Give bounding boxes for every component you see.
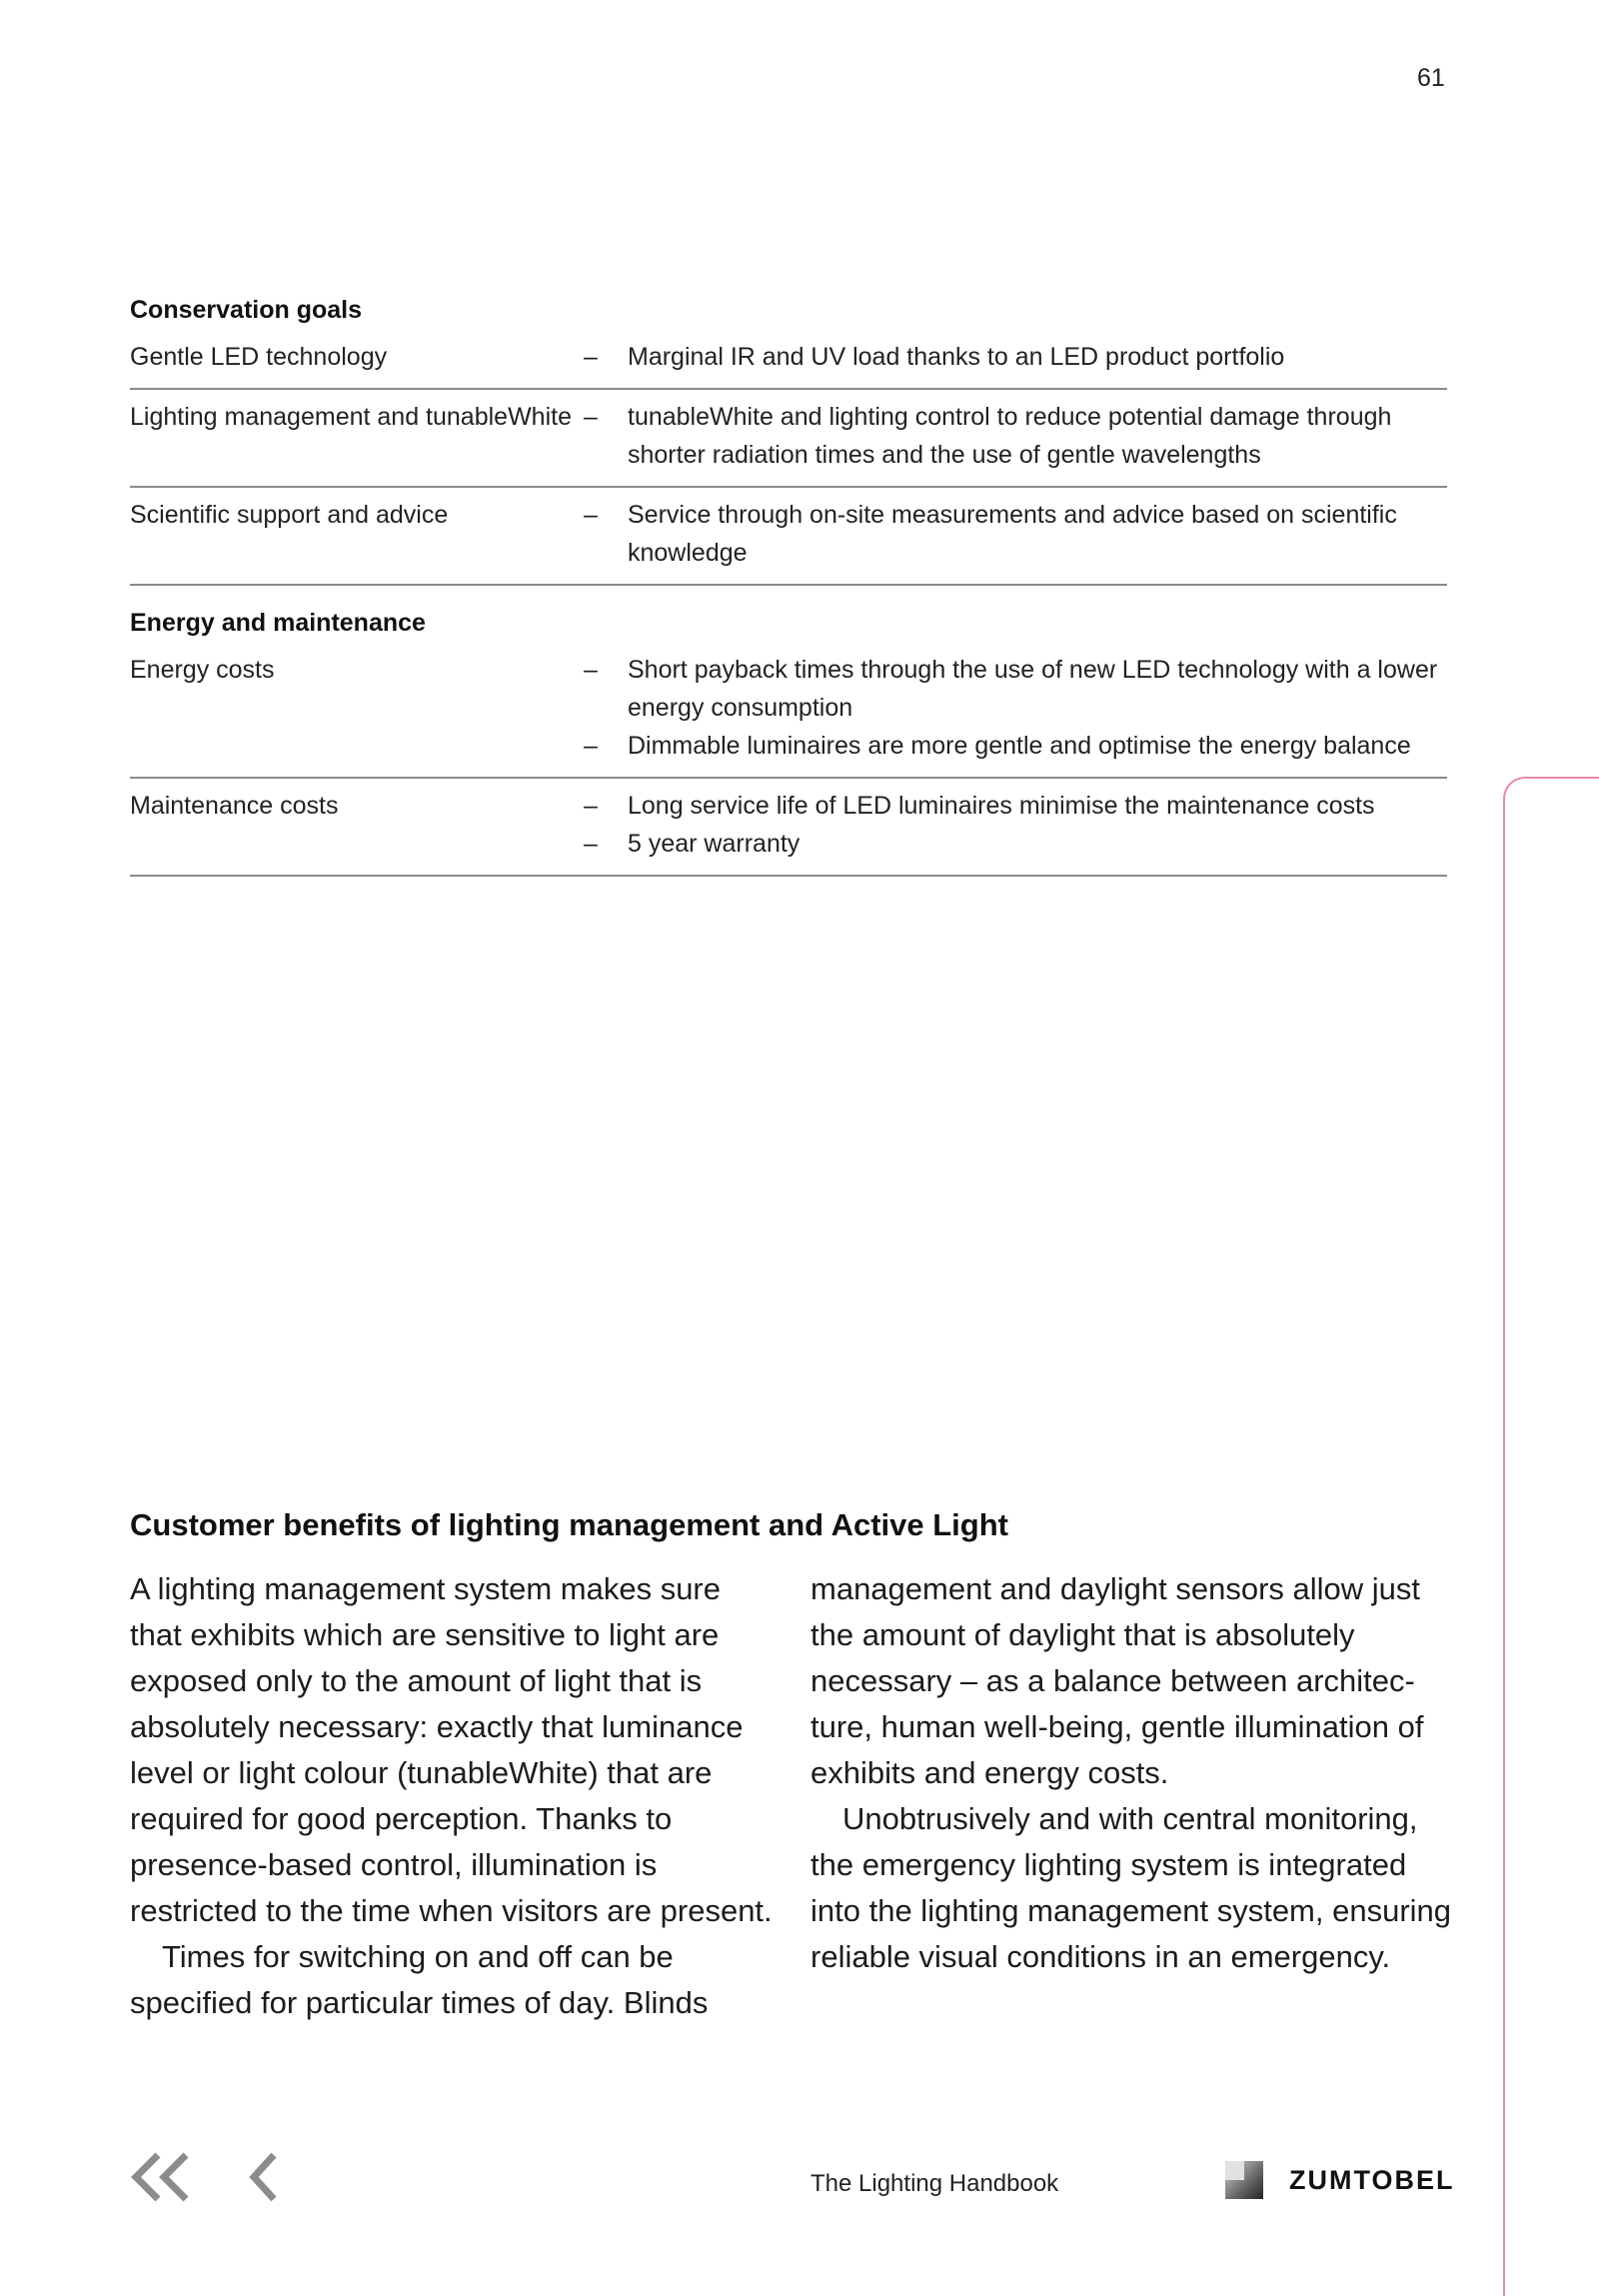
bullet-dash: –: [584, 403, 598, 431]
table-row: [130, 330, 1447, 390]
bullet-dash: –: [584, 656, 598, 684]
brand-name: ZUMTOBEL: [1289, 2164, 1455, 2195]
body-paragraph: A lighting management system makes sure that exhibits which are sensitive to light are exposed only to the amount of light that is absolutely necessary: exactly that luminance level or light colour (tunableWhite) that are required for good perception. Thanks to presence-based control, illumination is restricted to the time when visitors are present.: [130, 1571, 773, 1928]
body-paragraph: Times for switching on and off can be specified for particular times of day. Blinds: [130, 1939, 709, 2020]
list-item: [584, 787, 1447, 825]
chapter-tab-outline: [1503, 777, 1599, 2296]
item-text: Marginal IR and UV load thanks to an LED product portfolio: [628, 343, 1285, 371]
customer-benefits-title: Customer benefits of lighting management and Active Light: [130, 1507, 1008, 1542]
footer-handbook-title: The Lighting Handbook: [810, 2170, 1059, 2197]
bullet-dash: –: [584, 830, 598, 858]
table-row: [130, 488, 1447, 586]
list-item: [584, 651, 1447, 727]
list-item: [584, 398, 1447, 474]
bullet-dash: –: [584, 343, 598, 371]
item-text: Service through on-site measurements and advice based on scientific knowledge: [628, 501, 1397, 567]
row-label: Lighting management and tunableWhite: [130, 403, 572, 431]
table-row: [130, 779, 1447, 877]
brand-logo: [1225, 2160, 1455, 2200]
body-paragraph: management and daylight sensors allow just the amount of daylight that is absolutely necessary – as a balance between architec-ture, human well-being, gentle illumination of exhibits and energy costs.: [810, 1571, 1424, 1790]
row-label: Maintenance costs: [130, 792, 339, 820]
item-text: Dimmable luminaires are more gentle and optimise the energy balance: [628, 732, 1411, 760]
list-item: [584, 825, 1447, 863]
previous-page-button[interactable]: [246, 2149, 282, 2205]
body-column-left: [130, 1566, 780, 2026]
bullet-dash: –: [584, 732, 598, 760]
item-text: Long service life of LED luminaires minimise the maintenance costs: [628, 792, 1375, 820]
benefits-table: [130, 290, 1447, 877]
page-number: 61: [1417, 64, 1445, 92]
item-text: 5 year warranty: [628, 830, 800, 858]
section-heading-energy: Energy and maintenance: [130, 609, 426, 637]
chevron-left-icon: [246, 2149, 282, 2205]
item-text: Short payback times through the use of new LED technology with a lower energy consumption: [628, 656, 1438, 722]
row-label: Scientific support and advice: [130, 501, 449, 529]
zumtobel-logo-mark-icon: [1225, 2161, 1263, 2199]
double-chevron-left-icon: [128, 2149, 192, 2205]
first-page-button[interactable]: [128, 2149, 192, 2205]
table-row: [130, 390, 1447, 488]
body-column-right: [810, 1566, 1460, 1980]
list-item: [584, 727, 1447, 765]
body-paragraph: Unobtrusively and with central monitoring, the emergency lighting system is integrated into the lighting management system, ensuring reliable visual conditions in an emergency.: [810, 1801, 1452, 1974]
list-item: [584, 338, 1447, 376]
section-heading-conservation: Conservation goals: [130, 296, 362, 324]
row-label: Gentle LED technology: [130, 343, 388, 371]
bullet-dash: –: [584, 792, 598, 820]
item-text: tunableWhite and lighting control to reduce potential damage through shorter radiation times and the use of gentle wavelengths: [628, 403, 1392, 469]
table-row: [130, 643, 1447, 779]
row-label: Energy costs: [130, 656, 275, 684]
bullet-dash: –: [584, 501, 598, 529]
list-item: [584, 496, 1447, 572]
